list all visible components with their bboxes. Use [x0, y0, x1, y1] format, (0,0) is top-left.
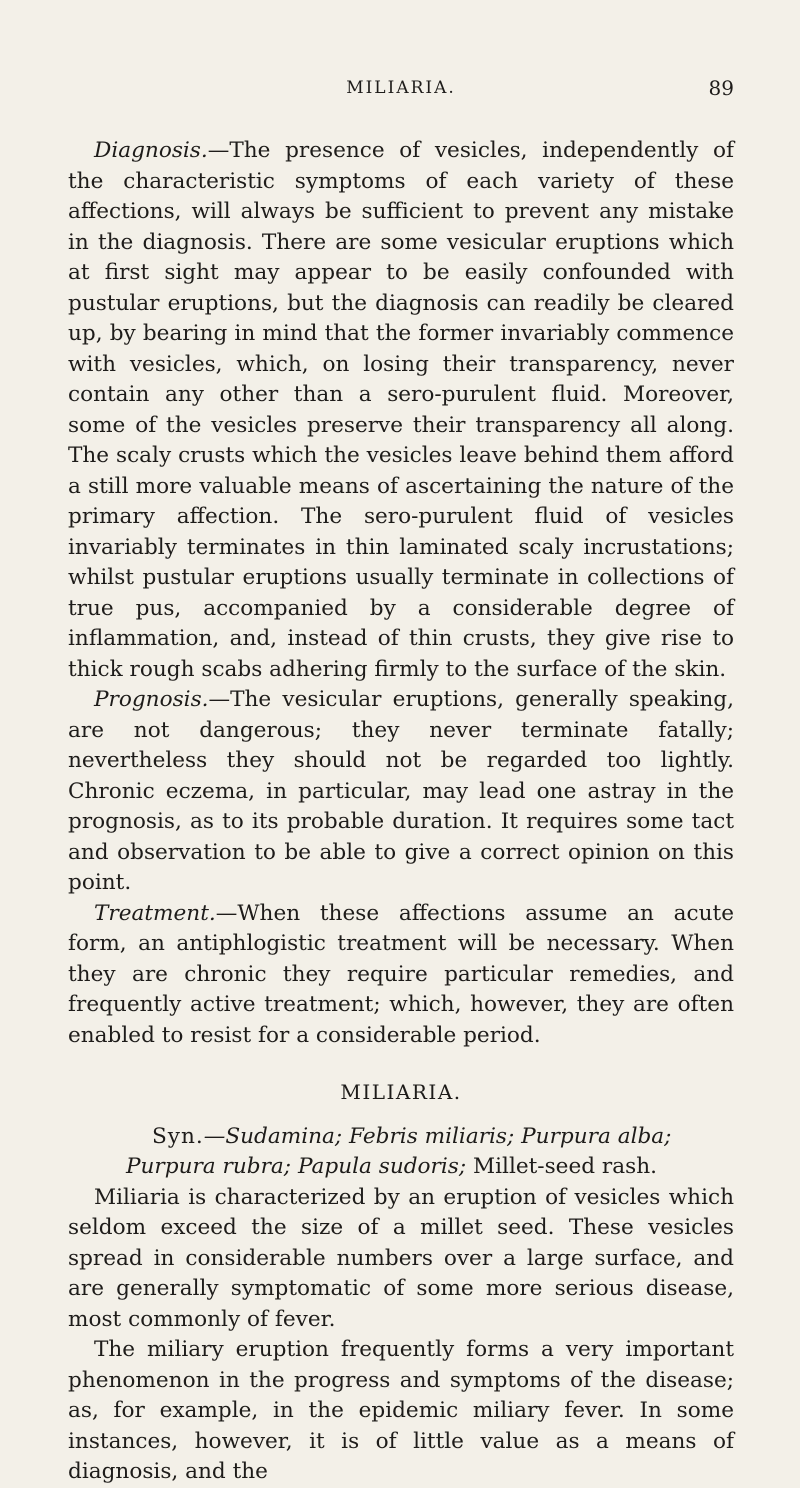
diagnosis-text: —The presence of vesicles, independently of the characteristic symptoms of each variety of these affections, will always be sufficient to prevent any mistake in the diagnosis. There are some vesicular eruptions which at first sight may appear to be easily confounded with pustular eruptions, but the diagnosis can readily be cleared up, by bearing in mind that the former invariably commence with vesicles, which, on losing their transparency, never contain any other than a sero-purulent fluid. Moreover, some of the vesicles preserve their transparency all along. The scaly crusts which the vesicles leave behind them afford a still more valuable means of ascertaining the nature of the primary affection. The sero-purulent fluid of vesicles invariably terminates in thin laminated scaly incrustations; whilst pustular eruptions usually terminate in collections of true pus, accompanied by a considerable degree of inflammation, and, instead of thin crusts, they give rise to thick rough scabs adhering firmly to the surface of the skin.: [68, 138, 734, 682]
miliaria-paragraph-2: The miliary eruption frequently forms a very important phenomenon in the progress and symptoms of the disease; as, for example, in the epidemic miliary fever. In some instances, however, it is of little value as a means of diagnosis, and the: [68, 1337, 734, 1484]
treatment-label: Treatment.: [94, 900, 216, 926]
miliaria-paragraph-1: Miliaria is characterized by an eruption of vesicles which seldom exceed the size of a millet seed. These vesicles spread in considerable numbers over a large surface, and are generally symptomatic of some more serious disease, most commonly of fever.: [68, 1184, 734, 1332]
diagnosis-label: Diagnosis.: [94, 138, 208, 163]
page-header: [68, 0, 734, 98]
prognosis-label: Prognosis.: [94, 687, 209, 712]
syn-label: Syn.: [152, 1123, 204, 1149]
diagnosis-paragraph: [68, 136, 734, 685]
page-body: [68, 136, 734, 1488]
running-title: MILIARIA.: [346, 78, 456, 98]
treatment-text: —When these affections assume an acute form, an antiphlogistic treatment will be necessary. When they are chronic they require particular remedies, and frequently active treatment; which, however, they are often enabled to resist for a considerable period.: [68, 900, 734, 1048]
prognosis-paragraph: [68, 685, 734, 899]
synonyms-plain: Millet-seed rash.: [466, 1154, 657, 1179]
synonyms-paragraph: [68, 1122, 734, 1183]
treatment-paragraph: [68, 899, 734, 1052]
synonyms-list: —Sudamina; Febris miliaris; Purpura alba; Purpura rubra; Papula sudoris;: [126, 1123, 672, 1179]
section-heading: MILIARIA.: [340, 1080, 462, 1104]
page-number: 89: [708, 76, 734, 100]
prognosis-text: —The vesicular eruptions, generally speaking, are not dangerous; they never terminate fatally; nevertheless they should not be regarded too lightly. Chronic eczema, in particular, may lead one astray in the prognosis, as to its probable duration. It requires some tact and observation to be able to give a correct opinion on this point.: [68, 687, 734, 895]
